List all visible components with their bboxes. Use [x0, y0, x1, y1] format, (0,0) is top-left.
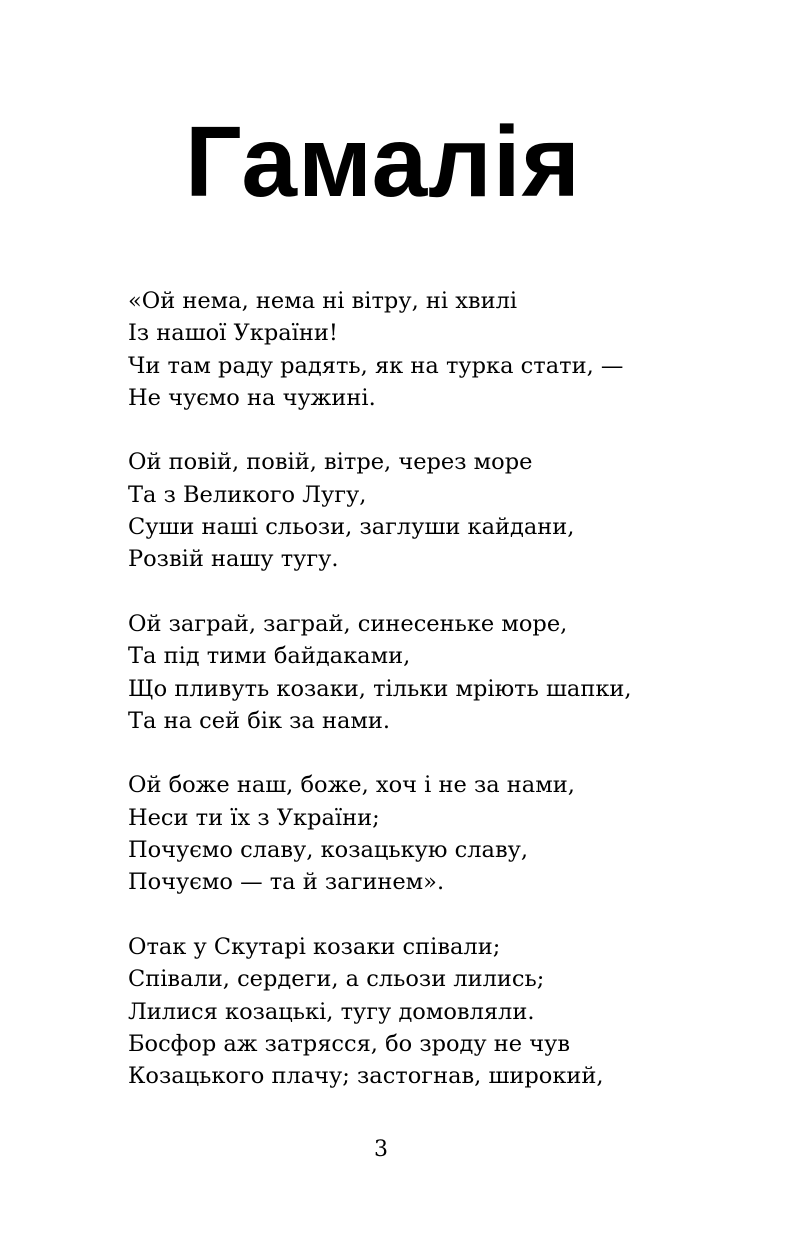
poem-line: Босфор аж затрясся, бо зроду не чув	[128, 1030, 571, 1057]
poem-line: Неси ти їх з України;	[128, 804, 380, 831]
poem-line: Почуємо — та й загинем».	[128, 869, 445, 896]
poem-line: Ой боже наш, боже, хоч і не за нами,	[128, 772, 575, 799]
poem-line: Ой повій, повій, вітре, через море	[128, 449, 533, 476]
poem-line: Лилися козацькі, тугу домовляли.	[128, 998, 535, 1025]
poem-line: Розвій нашу тугу.	[128, 546, 339, 573]
poem-line: Та з Великого Лугу,	[128, 481, 367, 508]
poem-line: Та під тими байдаками,	[128, 643, 411, 670]
stanza-3	[128, 608, 768, 737]
page-title: Гамалія	[185, 106, 581, 218]
stanza-1	[128, 285, 768, 414]
poem-line: Що пливуть козаки, тільки мріють шапки,	[128, 675, 632, 702]
stanza-4	[128, 769, 768, 898]
poem-body	[128, 285, 768, 1125]
poem-line: Співали, сердеги, а сльози лились;	[128, 966, 545, 993]
poem-line: Почуємо славу, козацькую славу,	[128, 837, 529, 864]
poem-line: Із нашої України!	[128, 320, 338, 347]
page-number: 3	[374, 1137, 388, 1162]
poem-line: Ой заграй, заграй, синесенькe море,	[128, 610, 568, 637]
poem-line: Чи там раду радять, як на турка стати, —	[128, 352, 624, 379]
poem-line: «Ой нема, нема ні вітру, ні хвилі	[128, 288, 518, 314]
poem-line: Та на сей бік за нами.	[128, 707, 391, 734]
poem-line: Козацького плачу; застогнав, широкий,	[128, 1063, 604, 1090]
poem-line: Суши наші сльози, заглуши кайдани,	[128, 514, 575, 541]
stanza-2	[128, 446, 768, 575]
stanza-5	[128, 931, 768, 1092]
poem-line: Отак у Скутарі козаки співали;	[128, 933, 501, 960]
poem-line: Не чуємо на чужині.	[128, 384, 376, 411]
